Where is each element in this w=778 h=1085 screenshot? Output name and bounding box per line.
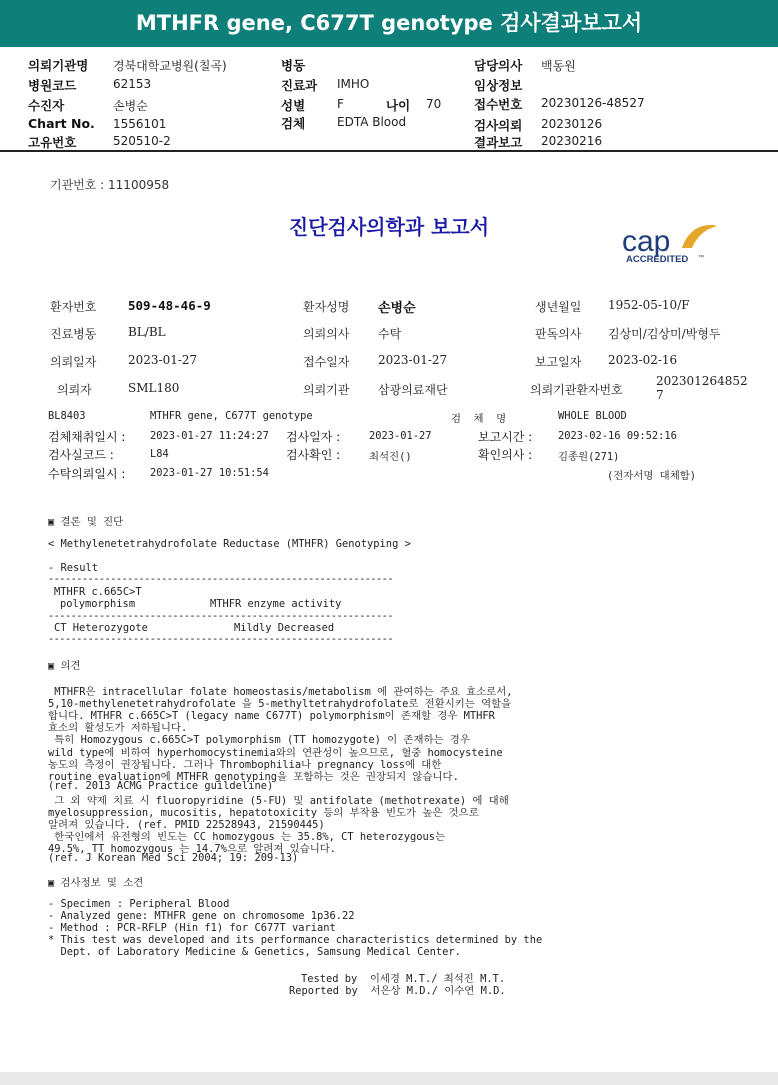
patient-label: 의뢰일자 xyxy=(50,355,97,369)
header-label: 검사의뢰 xyxy=(474,118,523,133)
opinion-line: 그 외 약제 치료 시 fluoropyridine (5-FU) 및 antifolate (methotrexate) 에 대해 xyxy=(48,794,509,807)
opinion-line: myelosuppression, mucositis, hepatotoxicity 등의 부작용 빈도가 높은 것으로 xyxy=(48,807,479,819)
confirm-value: 최석진() xyxy=(369,451,412,463)
info-line: - Specimen : Peripheral Blood xyxy=(48,898,230,910)
table-rule: ------------------------------------------------------------- xyxy=(48,610,393,622)
info-line: Dept. of Laboratory Medicine & Genetics, Samsung Medical Center. xyxy=(48,945,461,958)
doctor-label: 확인의사 : xyxy=(478,448,533,462)
patient-value: 509-48-46-9 xyxy=(128,298,211,313)
header-value: 20230126 xyxy=(541,117,603,131)
patient-value: BL/BL xyxy=(128,325,166,339)
section-opinion: ▣ 의견 xyxy=(48,660,81,672)
patient-label: 의뢰의사 xyxy=(303,327,350,341)
patient-value: 7 xyxy=(656,388,664,402)
test-date-label: 검사일자 : xyxy=(286,430,341,444)
header-label: 의뢰기관명 xyxy=(28,58,89,73)
patient-label: 환자번호 xyxy=(50,300,97,314)
patient-label: 접수일자 xyxy=(303,355,350,369)
report-heading: 진단검사의학과 보고서 xyxy=(288,215,490,239)
opinion-line: 효소의 활성도가 저하됩니다. xyxy=(48,722,188,735)
reported-by: Reported by 서은상 M.D./ 이수연 M.D. xyxy=(289,985,506,997)
patient-value: 2023-02-16 xyxy=(608,353,678,367)
test-name: MTHFR gene, C677T genotype xyxy=(150,410,313,422)
patient-value: 1952-05-10/F xyxy=(608,298,690,312)
table-header: MTHFR c.665C>T xyxy=(54,586,142,598)
header-value: IMHO xyxy=(337,77,370,91)
opinion-line: 5,10-methylenetetrahydrofolate 을 5-methyltetrahydrofolate로 전환시키는 역할을 xyxy=(48,698,512,711)
header-value: 경북대학교병원(칠곡) xyxy=(113,59,227,73)
header-label: Chart No. xyxy=(28,116,95,131)
header-label: 접수번호 xyxy=(474,97,523,112)
header-label: 고유번호 xyxy=(28,135,77,150)
opinion-line: MTHFR은 intracellular folate homeostasis/metabolism 에 관여하는 주요 효소로서, xyxy=(48,686,513,698)
opinion-line: 알려져 있습니다. (ref. PMID 22528943, 21590445) xyxy=(48,819,325,832)
patient-label: 진료병동 xyxy=(50,327,97,341)
table-cell: CT Heterozygote xyxy=(54,622,148,634)
genotyping-title: < Methylenetetrahydrofolate Reductase (MTHFR) Genotyping > xyxy=(48,538,411,550)
patient-label: 보고일자 xyxy=(535,355,582,369)
header-value: 520510-2 xyxy=(113,134,171,148)
confirm-label: 검사확인 : xyxy=(286,448,341,462)
esign-note: (전자서명 대체함) xyxy=(607,470,697,482)
report-time-value: 2023-02-16 09:52:16 xyxy=(558,430,677,442)
patient-label: 의뢰기관 xyxy=(303,383,350,397)
patient-value: 김상미/김상미/박형두 xyxy=(608,327,721,341)
result-label: - Result xyxy=(48,562,99,574)
table-rule: ------------------------------------------------------------- xyxy=(48,633,393,645)
section-conclusion: ▣ 결론 및 진단 xyxy=(48,516,124,528)
info-line: - Analyzed gene: MTHFR gene on chromosome 1p36.22 xyxy=(48,909,355,922)
header-label: 성별 xyxy=(281,98,306,113)
header-value: 62153 xyxy=(113,77,152,91)
cap-logo-sub: ACCREDITED xyxy=(626,254,689,265)
header-label: 진료과 xyxy=(281,78,318,93)
institution-number: 기관번호 : 11100958 xyxy=(50,178,170,192)
patient-label: 의뢰기관환자번호 xyxy=(530,383,623,397)
room-label: 검사실코드 : xyxy=(48,448,114,462)
test-date-value: 2023-01-27 xyxy=(369,430,432,442)
patient-value: 손병순 xyxy=(378,301,416,316)
opinion-line: (ref. J Korean Med Sci 2004; 19: 209-13) xyxy=(48,852,299,865)
table-header: MTHFR enzyme activity xyxy=(210,598,342,610)
header-value: 손병순 xyxy=(113,99,148,113)
opinion-line: 특히 Homozygous c.665C>T polymorphism (TT homozygote) 이 존재하는 경우 xyxy=(48,734,470,747)
report-title-bar: MTHFR gene, C677T genotype 검사결과보고서 xyxy=(0,0,778,47)
header-label: 결과보고 xyxy=(474,135,523,150)
patient-value: SML180 xyxy=(128,381,180,395)
opinion-line: wild type에 비하여 hyperhomocystinemia와의 연관성이 높으므로, 혈중 homocysteine xyxy=(48,746,503,759)
info-line: - Method : PCR-RFLP (Hin f1) for C677T variant xyxy=(48,921,336,934)
patient-value: 삼광의료재단 xyxy=(378,383,448,397)
header-info xyxy=(0,52,778,150)
patient-label: 생년월일 xyxy=(535,300,582,314)
tested-by: Tested by 이세경 M.T./ 최석진 M.T. xyxy=(301,973,506,985)
patient-label: 환자성명 xyxy=(303,300,350,314)
patient-label: 의뢰자 xyxy=(57,383,92,397)
header-value: F xyxy=(337,97,344,111)
patient-label: 판독의사 xyxy=(535,327,582,341)
patient-value: 2023-01-27 xyxy=(378,353,448,367)
cap-accredited-logo xyxy=(622,218,722,266)
room-value: L84 xyxy=(150,448,169,460)
table-rule: ------------------------------------------------------------- xyxy=(48,573,393,585)
section-test-info: ▣ 검사정보 및 소견 xyxy=(48,877,144,889)
header-label: 임상정보 xyxy=(474,78,523,93)
request-label: 수탁의뢰일시 : xyxy=(48,467,126,481)
report-time-label: 보고시간 : xyxy=(478,430,533,444)
header-value: 1556101 xyxy=(113,117,167,131)
opinion-line: 농도의 측정이 권장됩니다. 그러나 Thrombophilia나 pregnancy loss에 대한 xyxy=(48,758,442,771)
page-footer-band xyxy=(0,1072,778,1085)
opinion-line: 49.5%, TT homozygous 는 14.7%으로 알려져 있습니다. xyxy=(48,843,337,856)
header-label: 검체 xyxy=(281,116,306,131)
header-value: 20230216 xyxy=(541,134,603,148)
specimen-value: WHOLE BLOOD xyxy=(558,410,627,422)
cap-logo-tm: ™ xyxy=(698,255,704,261)
info-line: * This test was developed and its performance characteristics determined by the xyxy=(48,933,543,946)
cap-logo-word: cap xyxy=(622,225,671,258)
header-divider xyxy=(0,150,778,152)
test-code: BL8403 xyxy=(48,410,86,422)
patient-value: 수탁 xyxy=(378,327,402,341)
table-header: polymorphism xyxy=(60,598,136,610)
patient-value: 202301264852 xyxy=(656,374,748,388)
patient-value: 2023-01-27 xyxy=(128,353,198,367)
header-label: 병원코드 xyxy=(28,78,77,93)
collect-value: 2023-01-27 11:24:27 xyxy=(150,430,269,442)
header-value: EDTA Blood xyxy=(337,115,407,129)
header-value: 20230126-48527 xyxy=(541,96,645,110)
table-cell: Mildly Decreased xyxy=(234,622,335,634)
opinion-line: routine evaluation에 MTHFR genotyping을 포함하는 것은 권장되지 않습니다. xyxy=(48,770,459,783)
doctor-value: 김종원(271) xyxy=(558,451,620,463)
request-value: 2023-01-27 10:51:54 xyxy=(150,467,269,479)
header-label: 담당의사 xyxy=(474,58,523,73)
header-label: 수진자 xyxy=(28,98,65,113)
header-label: 병동 xyxy=(281,58,306,73)
age-label: 나이 xyxy=(386,98,411,113)
opinion-line: 합니다. MTHFR c.665C>T (legacy name C677T) polymorphism이 존재할 경우 MTHFR xyxy=(48,710,495,723)
age-value: 70 xyxy=(426,97,442,111)
opinion-line: (ref. 2013 ACMG Practice guildeline) xyxy=(48,779,274,792)
opinion-line: 한국인에서 유전형의 빈도는 CC homozygous 는 35.8%, CT heterozygous는 xyxy=(48,831,446,844)
header-value: 백동원 xyxy=(541,59,576,73)
specimen-label: 검 체 명 xyxy=(451,413,507,425)
collect-label: 검체채취일시 : xyxy=(48,430,126,444)
